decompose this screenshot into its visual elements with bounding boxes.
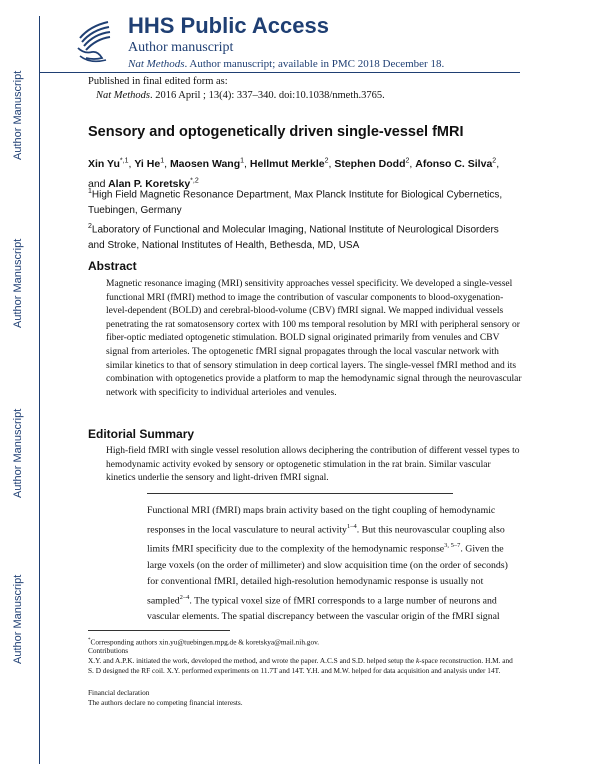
availability-line <box>128 58 444 70</box>
corresponding-authors-footnote: *Corresponding authors xin.yu@tuebingen.mpg.de & koretskya@mail.nih.gov. <box>88 637 320 647</box>
sidebar-author-manuscript-3: Author Manuscript <box>12 408 24 498</box>
author-4: Hellmut Merkle$^2$, <box>249 157 335 170</box>
sidebar-author-manuscript-2: Author Manuscript <box>12 238 24 328</box>
author-manuscript-subtitle: Author manuscript <box>128 40 234 55</box>
author-1: Xin $Yu^{*,1}$, <box>88 157 135 170</box>
author-3: Maosen Wang$^1$, <box>169 157 250 170</box>
author-7: Alan P. Koretsky$^{*,2}$ <box>108 177 199 190</box>
abstract-text: Magnetic resonance imaging (MRI) sensitivity approaches vessel specificity. We developed a single-vessel functional MRI (fMRI) method to image the contribution of vascular components to blood-oxygenation-level-dependent (BOLD) and cerebral-blood-volume (CBV) fMRI signal. We mapped individual vessels penetrating the rat somatosensory cortex with 100 ms temporal resolution by MRI with peripheral sensory or fiber-optic mediated optogenetic stimulation. BOLD signal originated primarily from venules and CBV signal from arterioles. The optogenetic fMRI signal propagates through the local vascular network with similar kinetics to that of sensory stimulation in deep cortical layers. The single-vessel fMRI method and its combination with optogenetics provide a platform to map the hemodynamic signal through the neurovascular network with specificity to individual arterioles and venules. <box>106 279 522 398</box>
affiliation-2: $^2$Laboratory of Functional and Molecular Imaging, National Institute of Neurological Disorders and Stroke, National Institutes of Health, Bethesda, MD, USA <box>88 223 499 252</box>
published-in-label: Published in final edited form as: <box>88 76 228 87</box>
availability-text: . Author manuscript; available in PMC 2018 December 18. <box>184 58 445 70</box>
citation-line <box>96 90 385 101</box>
affiliation-1: $^1$High Field Magnetic Resonance Department, Max Planck Institute for Biological Cybernetics, Tuebingen, Germany <box>88 188 503 217</box>
paper-title: Sensory and optogenetically driven single-vessel fMRI <box>88 124 464 140</box>
abstract-heading: Abstract <box>88 259 137 273</box>
editorial-summary-heading: Editorial Summary <box>88 427 195 441</box>
header-rule <box>40 72 520 73</box>
availability-journal: Nat Methods <box>128 58 185 70</box>
contributions-heading: Contributions <box>88 646 129 655</box>
author-2: Yi He$^1$, <box>134 157 170 170</box>
contributions-text: X.Y. and A.P.K. initiated the work, developed the method, and wrote the paper. A.C.S and S.D. helped setup the k-space reconstruction. H.M. and S. D designed the RF coil. X.Y. performed experiments on 11.7T and 14T. Y.H. and M.W. helped for data acquisition and analysis under 14T. <box>88 656 513 675</box>
citation-details: . 2016 April ; 13(4): 337–340. doi:10.1038/nmeth.3765. <box>149 90 385 101</box>
financial-declaration-text: The authors declare no competing financial interests. <box>88 698 243 707</box>
sidebar-author-manuscript-1: Author Manuscript <box>12 70 24 160</box>
body-paragraph: Functional MRI (fMRI) maps brain activity based on the tight coupling of hemodynamic responses in the local vasculature to neural activity$^{1-4}$. But this neurovascular coupling also limits fMRI specificity due to the complexity of the hemodynamic response$^{3, 5-7}$. Given the large voxels (on the order of millimeter) and slow acquisition time (on the order of seconds) for conventional fMRI, detailed high-resolution hemodynamic response is usually not sampled$^{2-4}$. The typical voxel size of fMRI corresponds to a large number of neurons and vascular elements. The spatial discrepancy between the vascular origin of the fMRI signal <box>147 505 508 622</box>
author-5: Stephen Dodd$^2$, <box>334 157 416 170</box>
body-divider <box>147 493 453 494</box>
editorial-summary-text: High-field fMRI with single vessel resolution allows deciphering the contribution of different vessel types to hemodynamic activity evoked by sensory or optogenetic stimulation in the rat brain. Similar vascular kinetics underlie the sensory and light-driven fMRI signal. <box>106 446 520 484</box>
financial-declaration-heading: Financial declaration <box>88 688 150 697</box>
hhs-public-access-title: HHS Public Access <box>128 13 329 38</box>
citation-journal: Nat Methods <box>96 90 150 101</box>
sidebar-divider <box>39 16 40 764</box>
sidebar-author-manuscript-4: Author Manuscript <box>12 574 24 664</box>
footnote-divider <box>88 630 230 631</box>
author-6: Afonso C. Silva$^2$, and <box>88 157 500 190</box>
hhs-eagle-logo-icon <box>76 18 112 64</box>
